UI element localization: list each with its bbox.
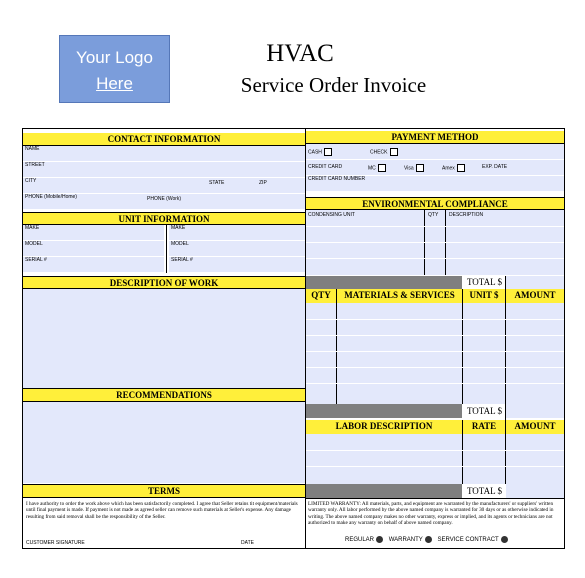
doc-title: HVAC <box>266 40 334 67</box>
total-shade-3 <box>306 484 462 498</box>
unit-price-col-header: UNIT $ <box>463 289 505 303</box>
mat-row-line-3 <box>306 351 564 352</box>
regular-label: REGULAR <box>345 537 375 544</box>
amex-text: Amex <box>442 165 455 172</box>
amex-checkbox[interactable] <box>457 164 465 172</box>
city-field[interactable] <box>23 178 305 194</box>
labor-total-value[interactable] <box>506 484 564 498</box>
labor-amount-col-header: AMOUNT <box>506 420 564 434</box>
service-contract-radio[interactable] <box>501 536 508 543</box>
total-value-1[interactable] <box>506 276 564 289</box>
condensing-unit-col: CONDENSING UNIT <box>308 212 355 218</box>
work-description-area[interactable] <box>23 289 305 388</box>
mat-row-line-5 <box>306 383 564 384</box>
warranty-text: LIMITED WARRANTY: All materials, parts, and equipment are warranted by the manufacturers' or suppliers' written warranty only. All labor performed by the above named company is warranted for 30 days or as otherwise indicated in writing. The above named company makes no other warranty, express or implied, and its agents or technicians are not authorized to make any warranty on behalf of above named company. <box>308 501 554 526</box>
street-label: STREET <box>25 162 45 168</box>
total-shade-2 <box>306 404 462 418</box>
name-field[interactable] <box>23 146 305 162</box>
logo-line-2: Here <box>96 74 133 93</box>
env-row-line-1 <box>306 226 564 227</box>
name-label: NAME <box>25 146 40 152</box>
make-left-label: MAKE <box>25 225 40 231</box>
total-shade-1 <box>306 276 462 289</box>
env-qty-col: QTY <box>428 212 439 218</box>
make-right-field[interactable] <box>169 225 305 241</box>
mc-checkbox[interactable] <box>378 164 386 172</box>
total-label-1: TOTAL $ <box>466 277 502 287</box>
labor-total-label: TOTAL $ <box>466 486 502 496</box>
env-row-line-2 <box>306 242 564 243</box>
warranty-top-line <box>306 498 564 499</box>
materials-col-header: MATERIALS & SERVICES <box>337 289 462 303</box>
mc-text: MC <box>368 165 376 172</box>
recommendations-area[interactable] <box>23 402 305 483</box>
serial-right-field[interactable] <box>169 257 305 273</box>
logo-placeholder <box>59 35 170 103</box>
amex-option[interactable] <box>442 164 465 172</box>
rate-col-header: RATE <box>463 420 505 434</box>
mat-row-line-4 <box>306 367 564 368</box>
unit-divider <box>166 225 167 273</box>
mat-col-divider-3 <box>505 276 506 404</box>
contract-type-row <box>345 536 512 544</box>
cash-text: CASH <box>308 149 322 156</box>
serial-left-label: SERIAL # <box>25 257 47 263</box>
mat-col-divider-1 <box>336 289 337 404</box>
amount-col-header: AMOUNT <box>506 289 564 303</box>
logo-line-1: Your Logo <box>76 48 153 67</box>
credit-card-label: CREDIT CARD <box>308 164 343 170</box>
service-contract-label: SERVICE CONTRACT <box>437 537 499 544</box>
cash-checkbox[interactable] <box>324 148 332 156</box>
environmental-header: ENVIRONMENTAL COMPLIANCE <box>306 197 564 210</box>
labor-row-line-2 <box>306 466 564 467</box>
doc-subtitle: Service Order Invoice <box>240 73 427 97</box>
phone-mobile-label: PHONE (Mobile/Home) <box>25 194 77 200</box>
city-label: CITY <box>25 178 37 184</box>
mat-row-line-1 <box>306 319 564 320</box>
terms-text: I have authority to order the work above which has been satisfactorily completed. I agree that Seller retains tit equipment/materials until final payment is made. If payment is not made as agreed seller can remove such materials at Seller's expense. Any damage resulting from said removal shall be the responsibility of the Seller. <box>26 501 298 520</box>
labor-col-divider-2 <box>505 404 506 484</box>
labor-row-line-1 <box>306 450 564 451</box>
mc-option[interactable] <box>368 164 386 172</box>
check-text: CHECK <box>370 149 388 156</box>
make-right-label: MAKE <box>171 225 186 231</box>
labor-col-header: LABOR DESCRIPTION <box>306 420 462 434</box>
visa-option[interactable] <box>404 164 424 172</box>
visa-text: Visa <box>404 165 414 172</box>
credit-card-row <box>306 160 564 176</box>
env-row-line-3 <box>306 258 564 259</box>
contact-header: CONTACT INFORMATION <box>23 133 305 146</box>
work-header: DESCRIPTION OF WORK <box>23 276 305 289</box>
regular-radio[interactable] <box>376 536 383 543</box>
qty-col-header: QTY <box>306 289 336 303</box>
labor-table-body[interactable] <box>306 434 564 484</box>
phone-field[interactable] <box>23 194 305 210</box>
zip-label: ZIP <box>259 180 267 186</box>
make-left-field[interactable] <box>23 225 164 241</box>
cash-check-row <box>306 144 564 160</box>
check-checkbox[interactable] <box>390 148 398 156</box>
serial-right-label: SERIAL # <box>171 257 193 263</box>
model-left-label: MODEL <box>25 241 43 247</box>
street-field[interactable] <box>23 162 305 178</box>
serial-left-field[interactable] <box>23 257 164 273</box>
model-left-field[interactable] <box>23 241 164 257</box>
payment-header: PAYMENT METHOD <box>306 131 564 144</box>
exp-date-label: EXP. DATE <box>482 164 508 170</box>
cash-label[interactable] <box>308 148 332 156</box>
phone-work-label: PHONE (Work) <box>147 196 182 202</box>
warranty-label: WARRANTY <box>388 537 423 544</box>
visa-checkbox[interactable] <box>416 164 424 172</box>
warranty-radio[interactable] <box>425 536 432 543</box>
labor-col-divider-1 <box>462 420 463 484</box>
terms-header: TERMS <box>23 484 305 498</box>
check-label[interactable] <box>370 148 398 156</box>
customer-signature-label: CUSTOMER SIGNATURE <box>26 540 85 546</box>
model-right-field[interactable] <box>169 241 305 257</box>
total-label-2: TOTAL $ <box>466 406 502 416</box>
recommendations-header: RECOMMENDATIONS <box>23 388 305 402</box>
model-right-label: MODEL <box>171 241 189 247</box>
cc-number-field[interactable] <box>306 176 564 192</box>
cc-number-label: CREDIT CARD NUMBER <box>308 176 366 182</box>
total-value-2[interactable] <box>506 404 564 418</box>
unit-header: UNIT INFORMATION <box>23 212 305 225</box>
date-label: DATE <box>241 540 254 546</box>
state-label: STATE <box>209 180 225 186</box>
mat-col-divider-2 <box>462 289 463 404</box>
mat-row-line-2 <box>306 335 564 336</box>
env-description-col: DESCRIPTION <box>449 212 484 218</box>
